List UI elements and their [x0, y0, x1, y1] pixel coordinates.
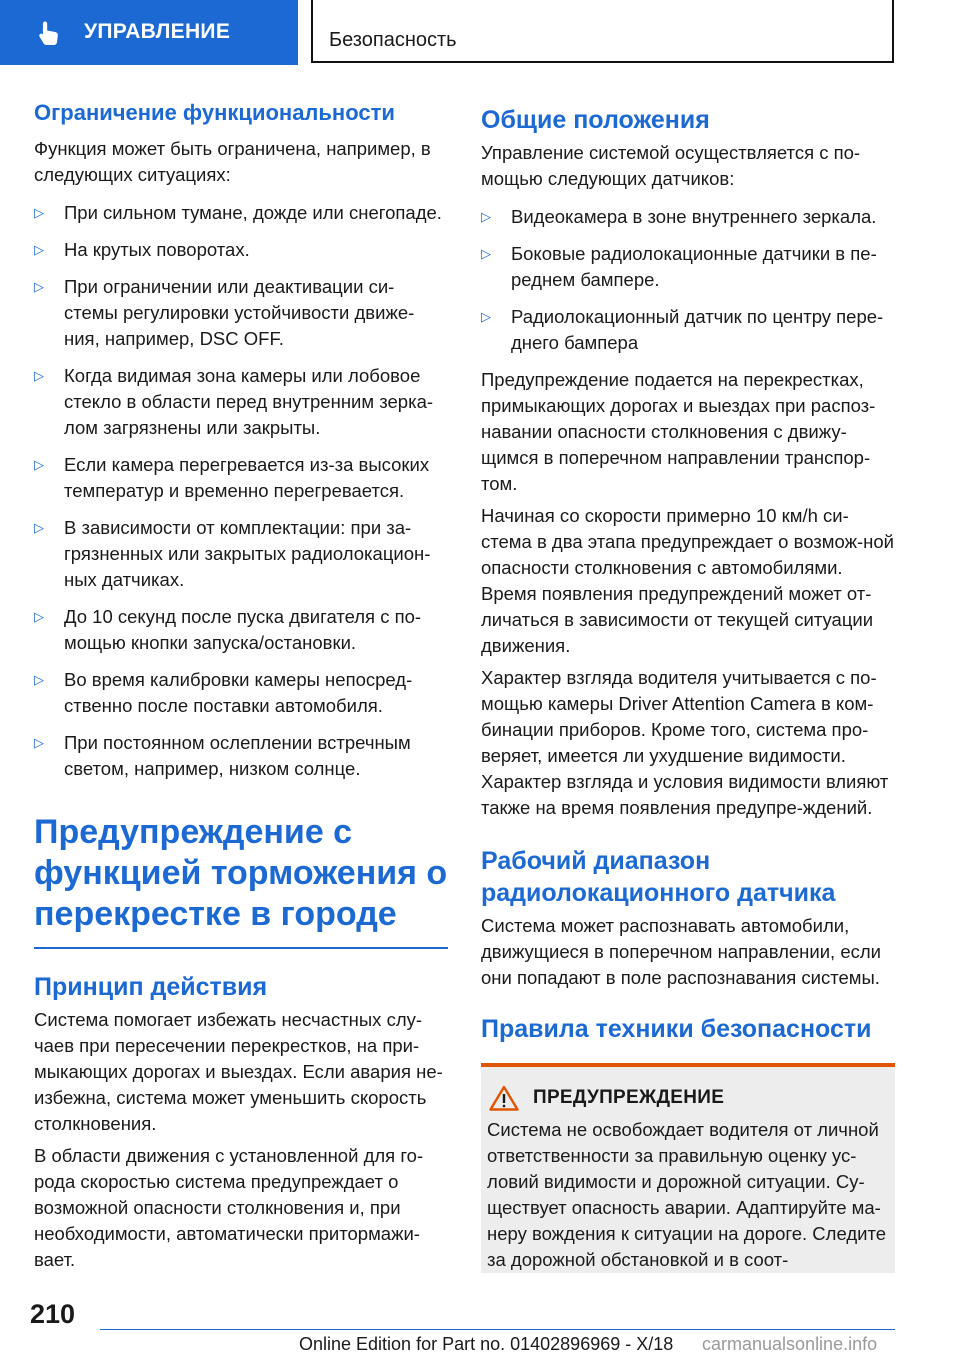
list-item: ▷ При сильном тумане, дожде или снегопаде.: [34, 202, 442, 223]
safety-heading: Правила техники безопасности: [481, 1015, 872, 1043]
footer-watermark: carmanualsonline.info: [702, 1334, 878, 1354]
bullet-triangle-icon: ▷: [34, 242, 44, 257]
list-item: ▷ При постоянном ослеплении встречным светом, например, низком солнце.: [34, 732, 411, 779]
bullet-triangle-icon: ▷: [481, 246, 491, 261]
chapter-header: [311, 0, 894, 63]
warning-triangle-icon: [489, 1085, 519, 1111]
left-column: [34, 98, 448, 1279]
footer-rule: [100, 1329, 895, 1330]
bullet-triangle-icon: ▷: [34, 735, 44, 750]
list-item: ▷ В зависимости от комплектации: при за-грязненных или закрытых радиолокацион-ных датчиках.: [34, 517, 431, 590]
general-paragraph-2: Начиная со скорости примерно 10 км/h си-стема в два этапа предупреждает о возмож-ной опасности столкновения с автомобилями. Время появления предупреждений может от-личаться в зависимости от текущей ситуации движения.: [481, 505, 894, 656]
section-tab: [0, 0, 298, 65]
bullet-triangle-icon: ▷: [481, 209, 491, 224]
bullet-triangle-icon: ▷: [34, 609, 44, 624]
list-item: ▷ Во время калибровки камеры непосред-ственно после поставки автомобиля.: [34, 669, 413, 716]
general-heading: Общие положения: [481, 106, 710, 134]
bullet-triangle-icon: ▷: [34, 205, 44, 220]
general-intro: Управление системой осуществляется с по-мощью следующих датчиков:: [481, 142, 861, 189]
principle-paragraph-2: В области движения с установленной для го-рода скоростью система предупреждает о возможной опасности столкновения и, при необходимости, автоматически притормажи-вает.: [34, 1145, 424, 1270]
general-paragraph-1: Предупреждение подается на перекрестках, примыкающих дорогах и выездах при распоз-навании опасности столкновения с движу-щимся в поперечном направлении транспор-том.: [481, 369, 876, 494]
right-column: [481, 98, 895, 1273]
warning-header: [481, 1067, 895, 1115]
bullet-triangle-icon: ▷: [34, 457, 44, 472]
range-paragraph: Система может распознавать автомобили, движущиеся в поперечном направлении, если они попадают в поле распознавания системы.: [481, 915, 882, 988]
chapter-label: Безопасность: [329, 29, 457, 51]
warning-text: Система не освобождает водителя от личной ответственности за правильную оценку ус-ловий видимости и дорожной ситуации. Су-ществует опасность аварии. Адаптируйте ма-неру вождения к ситуации на дороге. Следите за дорожной обстановкой и в соот-: [487, 1119, 887, 1270]
limits-intro: Функция может быть ограничена, например, в следующих ситуациях:: [34, 138, 431, 185]
list-item: ▷ При ограничении или деактивации си-стемы регулировки устойчивости движе-ния, например, DSC OFF.: [34, 276, 415, 349]
section-label: УПРАВЛЕНИЕ: [84, 20, 231, 43]
principle-paragraph-1: Система помогает избежать несчастных слу-чаев при пересечении перекрестков, на при-мыкающих дорогах и выездах. Если авария не-избежна, система может уменьшить скорость столкновения.: [34, 1009, 443, 1134]
list-item: ▷ Боковые радиолокационные датчики в пе-реднем бампере.: [481, 243, 877, 290]
bullet-triangle-icon: ▷: [34, 279, 44, 294]
limits-list: [34, 200, 448, 782]
range-heading: Рабочий диапазон радиолокационного датчика: [481, 847, 836, 907]
list-item: ▷ До 10 секунд после пуска двигателя с по-мощью кнопки запуска/остановки.: [34, 606, 422, 653]
warning-title: ПРЕДУПРЕЖДЕНИЕ: [533, 1087, 725, 1108]
list-item: ▷ На крутых поворотах.: [34, 239, 250, 260]
sensors-list: [481, 204, 895, 356]
bullet-triangle-icon: ▷: [34, 368, 44, 383]
list-item: ▷ Когда видимая зона камеры или лобовое стекло в области перед внутренним зерка-лом загрязнены или закрыты.: [34, 365, 434, 438]
page-number: 210: [30, 1299, 76, 1329]
list-item: ▷ Радиолокационный датчик по центру пере-днего бампера: [481, 306, 884, 353]
section-title: Предупреждение с функцией торможения о перекрестке в городе: [34, 813, 448, 933]
bullet-triangle-icon: ▷: [34, 672, 44, 687]
limits-heading: Ограничение функциональности: [34, 100, 395, 125]
general-paragraph-3: Характер взгляда водителя учитывается с по-мощью камеры Driver Attention Camera в ком-бинации приборов. Кроме того, система про-веряет, имеется ли ухудшение видимости. Характер взгляда и условия видимости влияют также на время появления предупре-ждений.: [481, 667, 889, 818]
section-divider: [34, 947, 448, 949]
footer-edition: Online Edition for Part no. 01402896969 - X/18: [299, 1334, 674, 1354]
list-item: ▷ Если камера перегревается из-за высоких температур и временно перегревается.: [34, 454, 430, 501]
principle-heading: Принцип действия: [34, 973, 268, 1001]
warning-box: [481, 1063, 895, 1273]
bullet-triangle-icon: ▷: [34, 520, 44, 535]
pointing-hand-icon: [36, 20, 62, 46]
bullet-triangle-icon: ▷: [481, 309, 491, 324]
list-item: ▷ Видеокамера в зоне внутреннего зеркала.: [481, 206, 877, 227]
